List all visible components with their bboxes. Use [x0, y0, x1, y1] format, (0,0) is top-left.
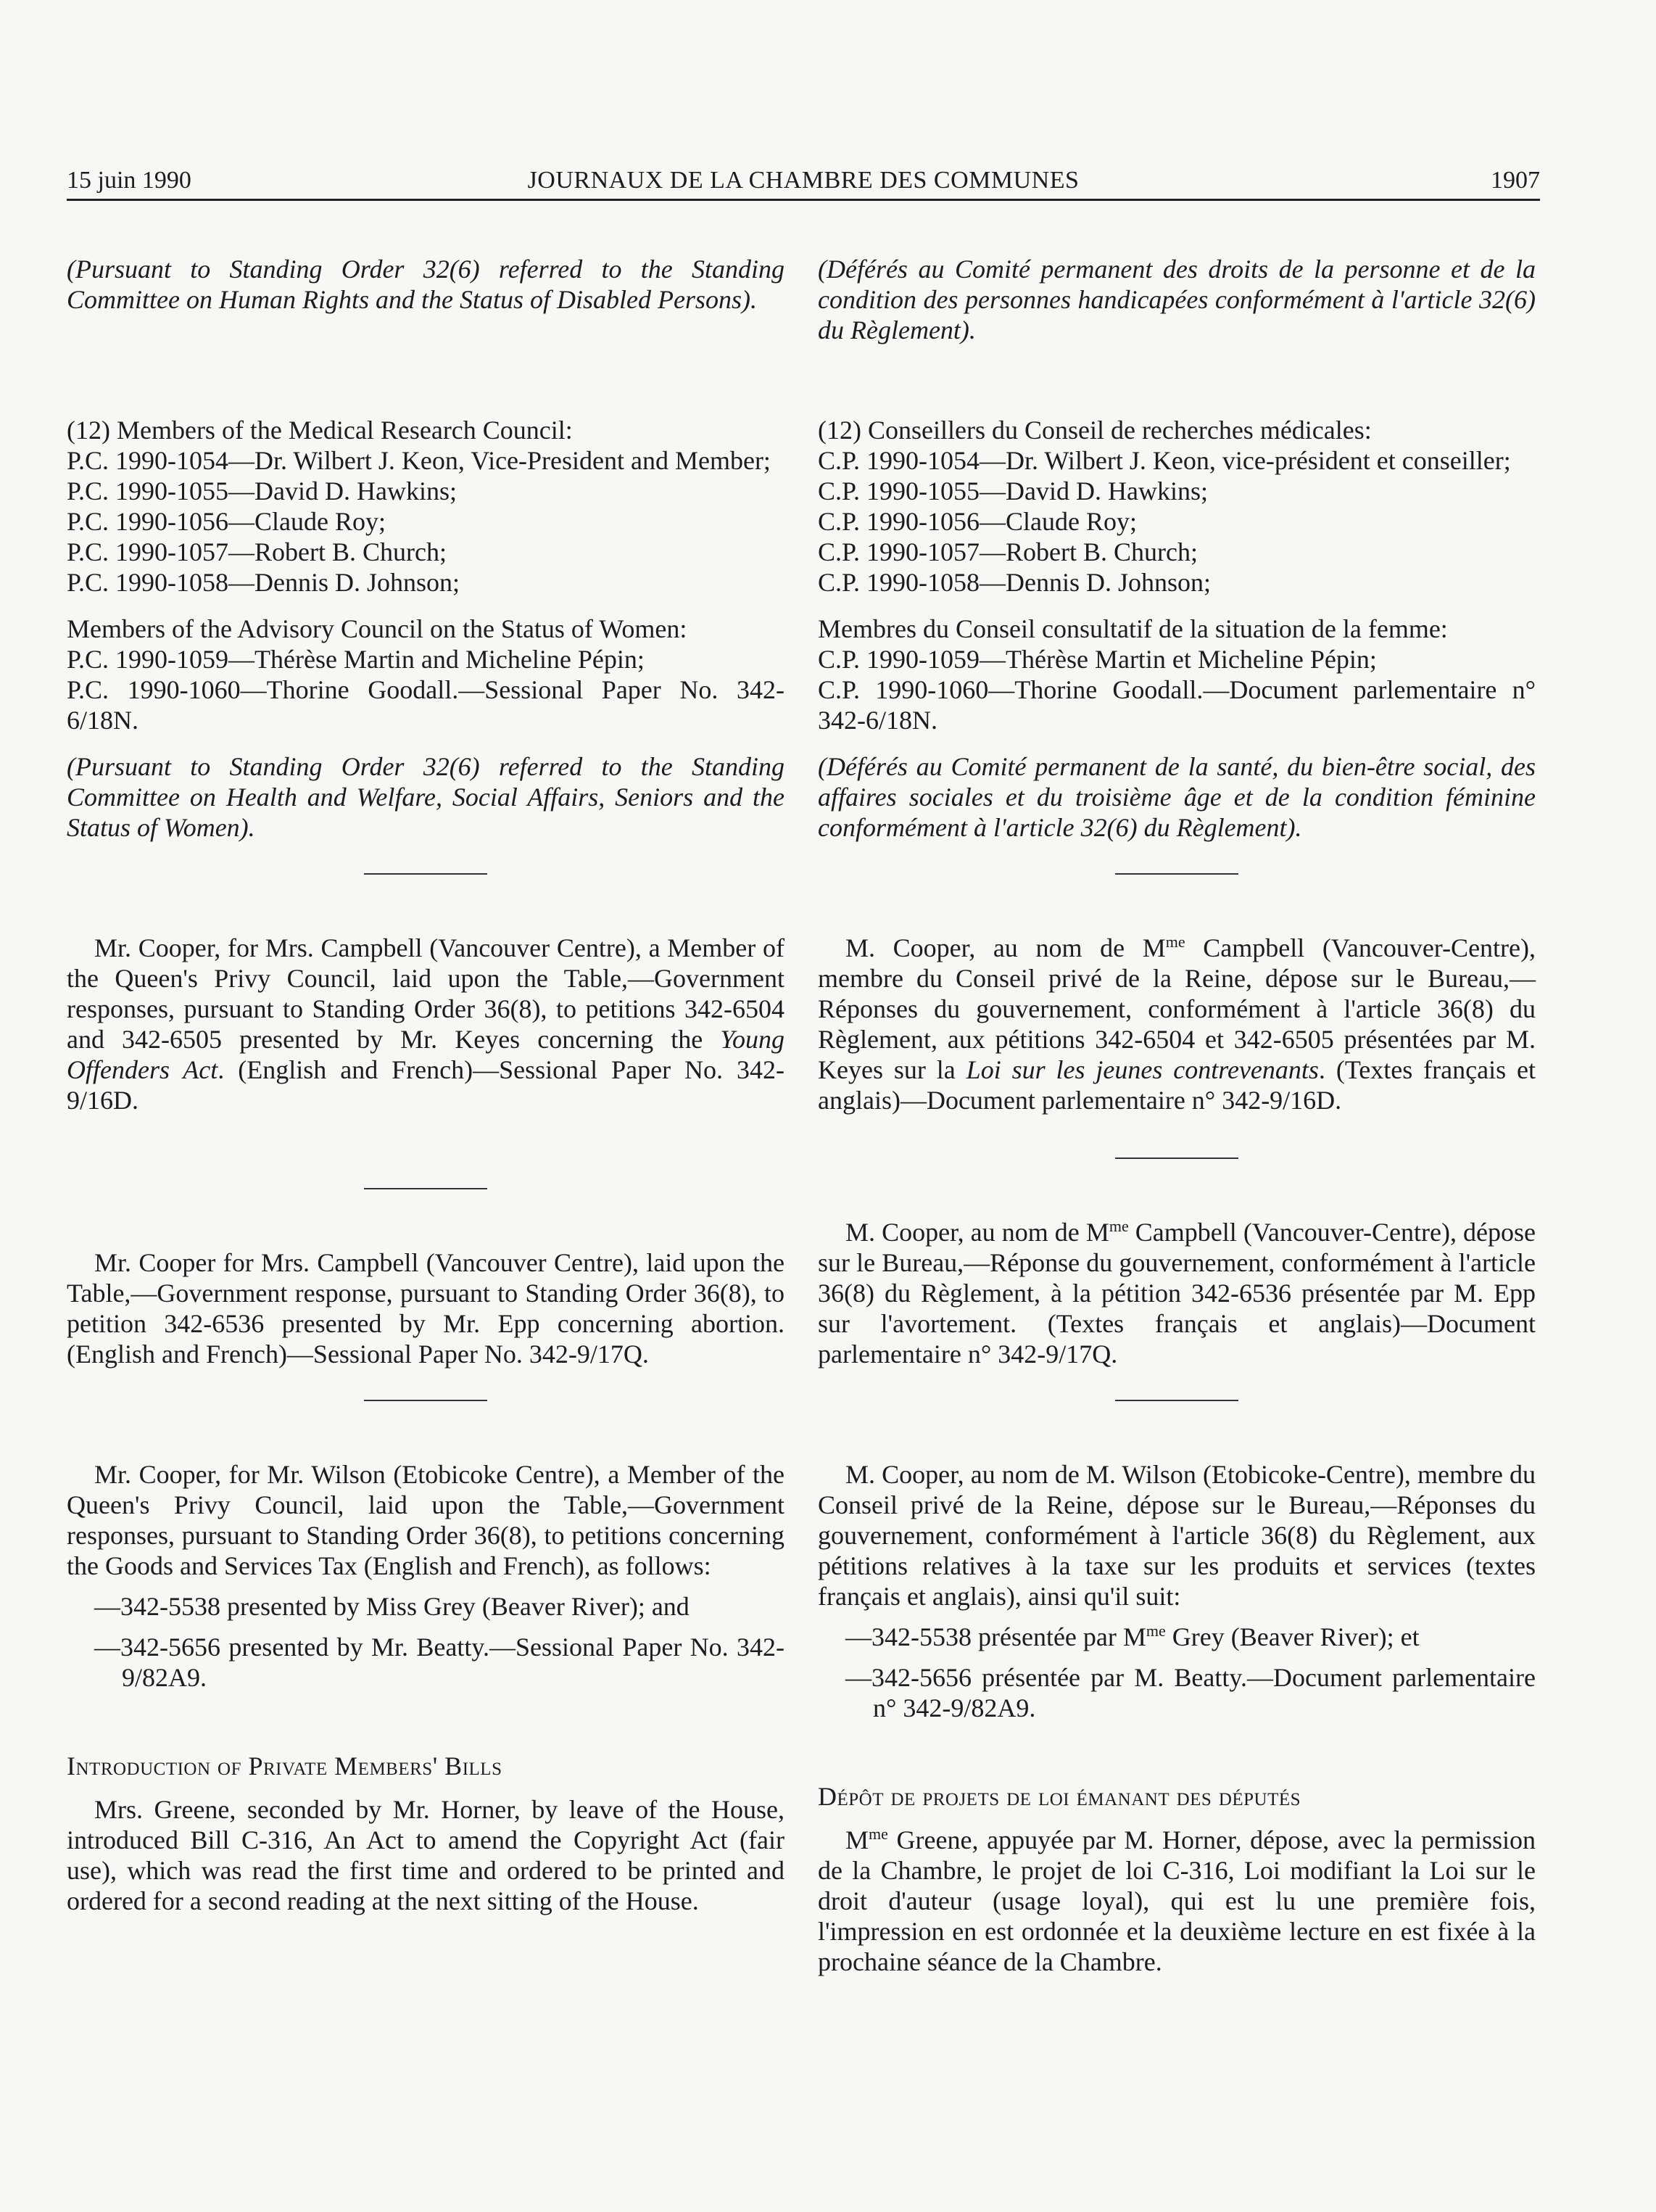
list-item: P.C. 1990-1057—Robert B. Church; — [67, 537, 447, 566]
tabling-paragraph: Mr. Cooper, for Mrs. Campbell (Vancouver Centre), a Member of the Queen's Privy Council, laid upon the Table,—Government responses, pursuant to Standing Order 36(8), to petitions 342-6504 and 342-6505 presented by Mr. Keyes concerning the Young Offenders Act. (English and French)—Sessional Paper No. 342-9/16D. — [67, 933, 784, 1115]
list-item: C.P. 1990-1055—David D. Hawkins; — [818, 476, 1208, 505]
tabling-paragraph: M. Cooper, au nom de M. Wilson (Etobicoke-Centre), membre du Conseil privé de la Reine, dépose sur le Bureau,—Réponses du gouvernement, conformément à l'article 36(8) du Règlement, aux pétitions relatives à la taxe sur les produits et services (textes français et anglais), ainsi qu'il suit: — [818, 1460, 1536, 1611]
french-column — [818, 254, 1536, 1977]
medical-research-council-list — [67, 415, 784, 598]
referral-note: (Pursuant to Standing Order 32(6) referred to the Standing Committee on Human Rights and the Status of Disabled Persons). — [67, 255, 784, 314]
list-item: C.P. 1990-1054—Dr. Wilbert J. Keon, vice-président et conseiller; — [818, 446, 1511, 475]
list-item: C.P. 1990-1056—Claude Roy; — [818, 507, 1138, 536]
list-heading: (12) Conseillers du Conseil de recherches médicales: — [818, 416, 1372, 445]
advisory-council-list — [67, 614, 784, 735]
page-number: 1907 — [1491, 167, 1540, 194]
medical-research-council-list — [818, 415, 1536, 598]
list-item: C.P. 1990-1060—Thorine Goodall.—Document parlementaire n° 342-6/18N. — [818, 675, 1536, 735]
page-header — [67, 161, 1540, 201]
list-heading: Members of the Advisory Council on the Status of Women: — [67, 614, 687, 643]
list-heading: (12) Members of the Medical Research Council: — [67, 416, 573, 445]
bill-paragraph: $M^{me}$ Greene, appuyée par M. Horner, dépose, avec la permission de la Chambre, le projet de loi C-316, Loi modifiant la Loi sur le droit d'auteur (usage loyal), qui est lu une première fois, l'impression en est ordonnée et la deuxième lecture en est fixée à la prochaine séance de la Chambre. — [818, 1825, 1536, 1976]
list-item: P.C. 1990-1056—Claude Roy; — [67, 507, 386, 536]
tabling-paragraph: Mr. Cooper for Mrs. Campbell (Vancouver Centre), laid upon the Table,—Government response, pursuant to Standing Order 36(8), to petition 342-6536 presented by Mr. Epp concerning abortion. (English and French)—Sessional Paper No. 342-9/17Q. — [67, 1248, 784, 1369]
tabling-paragraph: M. Cooper, au nom de $M^{me}$ Campbell (Vancouver-Centre), membre du Conseil privé de la Reine, dépose sur le Bureau,—Réponses du gouvernement, conformément à l'article 36(8) du Règlement, aux pétitions 342-6504 et 342-6505 présentées par M. Keyes sur la Loi sur les jeunes contrevenants. (Textes français et anglais)—Document parlementaire n° 342-9/16D. — [818, 933, 1536, 1115]
referral-note: (Déférés au Comité permanent de la santé, du bien-être social, des affaires sociales et du troisième âge et de la condition féminine conformément à l'article 32(6) du Règlement). — [818, 752, 1536, 842]
header-date: 15 juin 1990 — [67, 167, 191, 194]
referral-note: (Pursuant to Standing Order 32(6) referred to the Standing Committee on Health and Welfare, Social Affairs, Seniors and the Status of Women). — [67, 752, 784, 842]
section-heading: Dépôt de projets de loi émanant des députés — [818, 1782, 1301, 1811]
petition-item: —342-5538 presented by Miss Grey (Beaver River); and — [94, 1592, 690, 1621]
english-column — [67, 254, 784, 1916]
petition-item: —342-5656 presented by Mr. Beatty.—Sessional Paper No. 342-9/82A9. — [94, 1633, 784, 1692]
header-title: JOURNAUX DE LA CHAMBRE DES COMMUNES — [527, 167, 1080, 194]
tabling-paragraph: Mr. Cooper, for Mr. Wilson (Etobicoke Centre), a Member of the Queen's Privy Council, laid upon the Table,—Government responses, pursuant to Standing Order 36(8), to petitions concerning the Goods and Services Tax (English and French), as follows: — [67, 1460, 784, 1580]
tabling-paragraph: M. Cooper, au nom de $M^{me}$ Campbell (Vancouver-Centre), dépose sur le Bureau,—Réponse du gouvernement, conformément à l'article 36(8) du Règlement, à la pétition 342-6536 présentée par M. Epp sur l'avortement. (Textes français et anglais)—Document parlementaire n° 342-9/17Q. — [818, 1217, 1536, 1369]
list-item: C.P. 1990-1058—Dennis D. Johnson; — [818, 568, 1212, 597]
list-item: P.C. 1990-1060—Thorine Goodall.—Sessional Paper No. 342-6/18N. — [67, 675, 784, 735]
petition-item: —342-5656 présentée par M. Beatty.—Document parlementaire n° 342-9/82A9. — [845, 1663, 1536, 1722]
advisory-council-list — [818, 614, 1536, 735]
referral-note: (Déférés au Comité permanent des droits de la personne et de la condition des personnes handicapées conformément à l'article 32(6) du Règlement). — [818, 255, 1536, 344]
bill-paragraph: Mrs. Greene, seconded by Mr. Horner, by leave of the House, introduced Bill C-316, An Act to amend the Copyright Act (fair use), which was read the first time and ordered to be printed and ordered for a second reading at the next sitting of the House. — [67, 1795, 784, 1915]
list-item: C.P. 1990-1057—Robert B. Church; — [818, 537, 1198, 566]
section-heading: Introduction of Private Members' Bills — [67, 1751, 502, 1780]
list-item: P.C. 1990-1054—Dr. Wilbert J. Keon, Vice-President and Member; — [67, 446, 771, 475]
list-item: P.C. 1990-1059—Thérèse Martin and Micheline Pépin; — [67, 645, 645, 674]
petition-item: —342-5538 présentée par $M^{me}$ Grey (Beaver River); et — [845, 1622, 1420, 1651]
list-item: C.P. 1990-1059—Thérèse Martin et Micheline Pépin; — [818, 645, 1377, 674]
list-heading: Membres du Conseil consultatif de la situation de la femme: — [818, 614, 1448, 643]
list-item: P.C. 1990-1058—Dennis D. Johnson; — [67, 568, 460, 597]
list-item: P.C. 1990-1055—David D. Hawkins; — [67, 476, 457, 505]
